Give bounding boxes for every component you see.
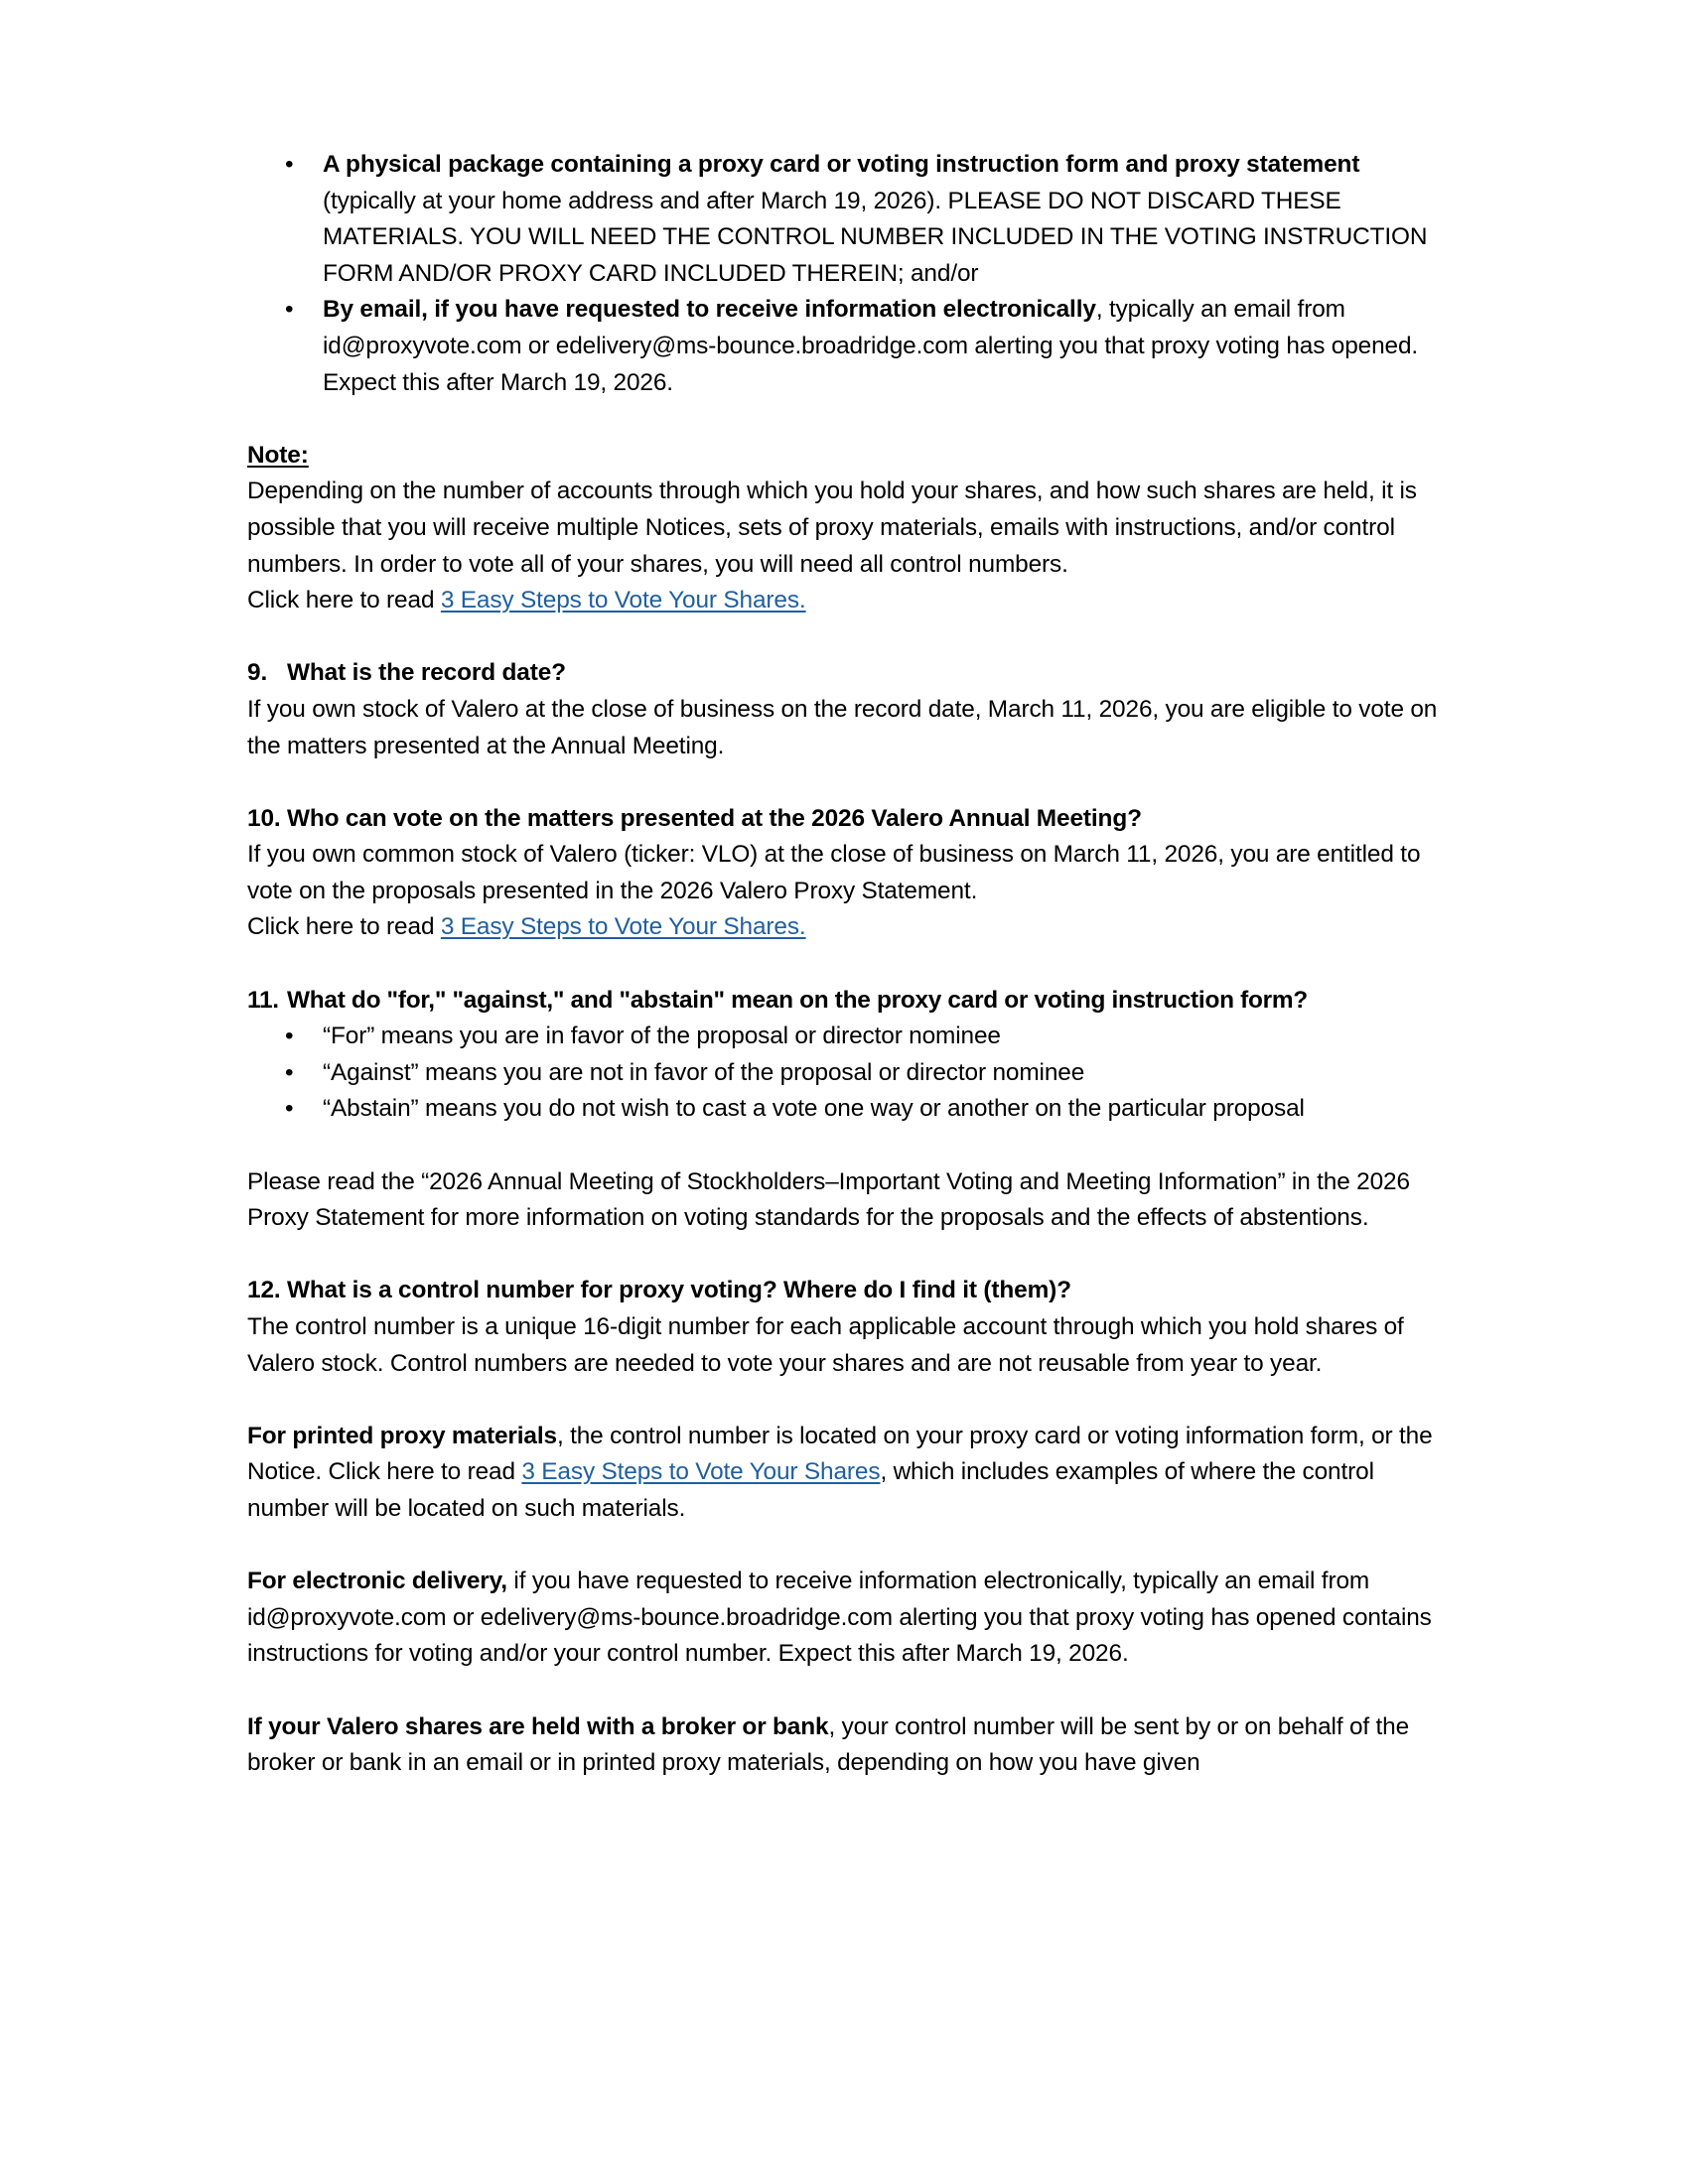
question-number: 12. bbox=[247, 1277, 281, 1304]
electronic-delivery-mid: if you have requested to receive information electronically, typically an email from id@proxyvote.com or edelivery@ms-bounce.broadridge.com alerting you that proxy voting has opened contains instructions for voting and/or your control number. Expect this after March 19, 2026. bbox=[247, 1568, 1432, 1668]
list-item bbox=[247, 292, 1441, 401]
bullet-lead-text: A physical package containing a proxy card or voting instruction form and proxy statement bbox=[323, 151, 1360, 178]
bullet-text: “Abstain” means you do not wish to cast a vote one way or another on the particular proposal bbox=[323, 1095, 1305, 1123]
spacer bbox=[247, 1237, 1441, 1274]
spacer bbox=[247, 619, 1441, 656]
broker-bank-lead: If your Valero shares are held with a broker or bank bbox=[247, 1712, 829, 1740]
note-heading-text: Note: bbox=[247, 441, 309, 469]
page-content bbox=[239, 147, 1449, 1782]
spacer bbox=[247, 1128, 1441, 1164]
question-number: 10. bbox=[247, 804, 281, 832]
question-text: What is the record date? bbox=[287, 659, 566, 687]
bullet-text: “For” means you are in favor of the proposal or director nominee bbox=[323, 1023, 1001, 1050]
printed-materials-lead: For printed proxy materials bbox=[247, 1422, 557, 1449]
three-easy-steps-link[interactable]: 3 Easy Steps to Vote Your Shares. bbox=[440, 587, 806, 614]
question-10-click-line bbox=[247, 909, 1441, 946]
question-9-heading bbox=[247, 655, 1441, 692]
bullet-icon: • bbox=[285, 1095, 294, 1123]
click-here-prefix: Click here to read bbox=[247, 913, 441, 941]
bullet-rest-text: , typically an email from id@proxyvote.com or edelivery@ms-bounce.broadridge.com alerting you that proxy voting has opened. Expect this after March 19, 2026. bbox=[323, 296, 1419, 396]
list-item bbox=[247, 1091, 1441, 1128]
note-paragraph: Depending on the number of accounts through which you hold your shares, and how such shares are held, it is possible that you will receive multiple Notices, sets of proxy materials, emails with instructions, and/or control numbers. In order to vote all of your shares, you will need all control numbers. bbox=[247, 478, 1417, 578]
electronic-delivery-paragraph bbox=[247, 1564, 1441, 1673]
note-heading bbox=[247, 438, 1441, 475]
question-10-answer: If you own common stock of Valero (ticker: VLO) at the close of business on March 11, 2026, you are entitled to vote on the proposals presented in the 2026 Valero Proxy Statement. bbox=[247, 841, 1421, 904]
broker-bank-mid: , your control number will be sent by or on behalf of the broker or bank in an email or in printed proxy materials, depending on how you have given bbox=[247, 1712, 1410, 1777]
bullet-icon: • bbox=[285, 1058, 294, 1086]
three-easy-steps-link[interactable]: 3 Easy Steps to Vote Your Shares bbox=[521, 1458, 881, 1486]
spacer bbox=[247, 1382, 1441, 1419]
question-12-heading bbox=[247, 1273, 1441, 1309]
bullet-lead-text: By email, if you have requested to receive information electronically bbox=[323, 296, 1096, 324]
question-text: What do "for," "against," and "abstain" mean on the proxy card or voting instruction form? bbox=[287, 986, 1308, 1014]
spacer bbox=[247, 1528, 1441, 1565]
voting-standards-paragraph: Please read the “2026 Annual Meeting of Stockholders–Important Voting and Meeting Information” in the 2026 Proxy Statement for more information on voting standards for the proposals and the effects of abstentions. bbox=[247, 1167, 1410, 1232]
spacer bbox=[247, 946, 1441, 983]
list-item bbox=[247, 1055, 1441, 1092]
bullet-icon: • bbox=[285, 151, 294, 178]
bullet-icon: • bbox=[285, 296, 294, 324]
three-easy-steps-link[interactable]: 3 Easy Steps to Vote Your Shares. bbox=[440, 913, 806, 941]
question-10-heading bbox=[247, 801, 1441, 838]
printed-materials-mid: , the control number is located on your proxy card or voting information form, or the Notice. Click here to read bbox=[247, 1422, 1433, 1486]
question-number: 11. bbox=[247, 986, 279, 1014]
voting-terms-list bbox=[247, 1019, 1441, 1128]
list-item bbox=[247, 1019, 1441, 1055]
question-12-answer: The control number is a unique 16-digit number for each applicable account through which you hold shares of Valero stock. Control numbers are needed to vote your shares and are not reusable from year to year. bbox=[247, 1313, 1404, 1377]
question-number: 9. bbox=[247, 659, 268, 687]
question-text: What is a control number for proxy voting? Where do I find it (them)? bbox=[287, 1277, 1071, 1304]
click-here-prefix: Click here to read bbox=[247, 587, 441, 614]
bullet-text: “Against” means you are not in favor of the proposal or director nominee bbox=[323, 1058, 1085, 1086]
bullet-rest-text: (typically at your home address and after March 19, 2026). PLEASE DO NOT DISCARD THESE MATERIALS. YOU WILL NEED THE CONTROL NUMBER INCLUDED IN THE VOTING INSTRUCTION FORM AND/OR PROXY CARD INCLUDED THEREIN; and/or bbox=[323, 187, 1428, 287]
broker-bank-paragraph bbox=[247, 1709, 1441, 1782]
question-text: Who can vote on the matters presented at the 2026 Valero Annual Meeting? bbox=[287, 804, 1142, 832]
delivery-methods-list bbox=[247, 147, 1441, 401]
spacer bbox=[247, 401, 1441, 438]
question-9-answer: If you own stock of Valero at the close of business on the record date, March 11, 2026, you are eligible to vote on the matters presented at the Annual Meeting. bbox=[247, 695, 1438, 759]
list-item bbox=[247, 147, 1441, 292]
spacer bbox=[247, 1673, 1441, 1709]
printed-materials-tail: , which includes examples of where the control number will be located on such materials. bbox=[247, 1458, 1374, 1522]
question-11-heading bbox=[247, 983, 1441, 1020]
spacer bbox=[247, 764, 1441, 801]
note-click-line bbox=[247, 583, 1441, 619]
bullet-icon: • bbox=[285, 1023, 294, 1050]
printed-materials-paragraph bbox=[247, 1419, 1441, 1528]
electronic-delivery-lead: For electronic delivery, bbox=[247, 1568, 507, 1595]
